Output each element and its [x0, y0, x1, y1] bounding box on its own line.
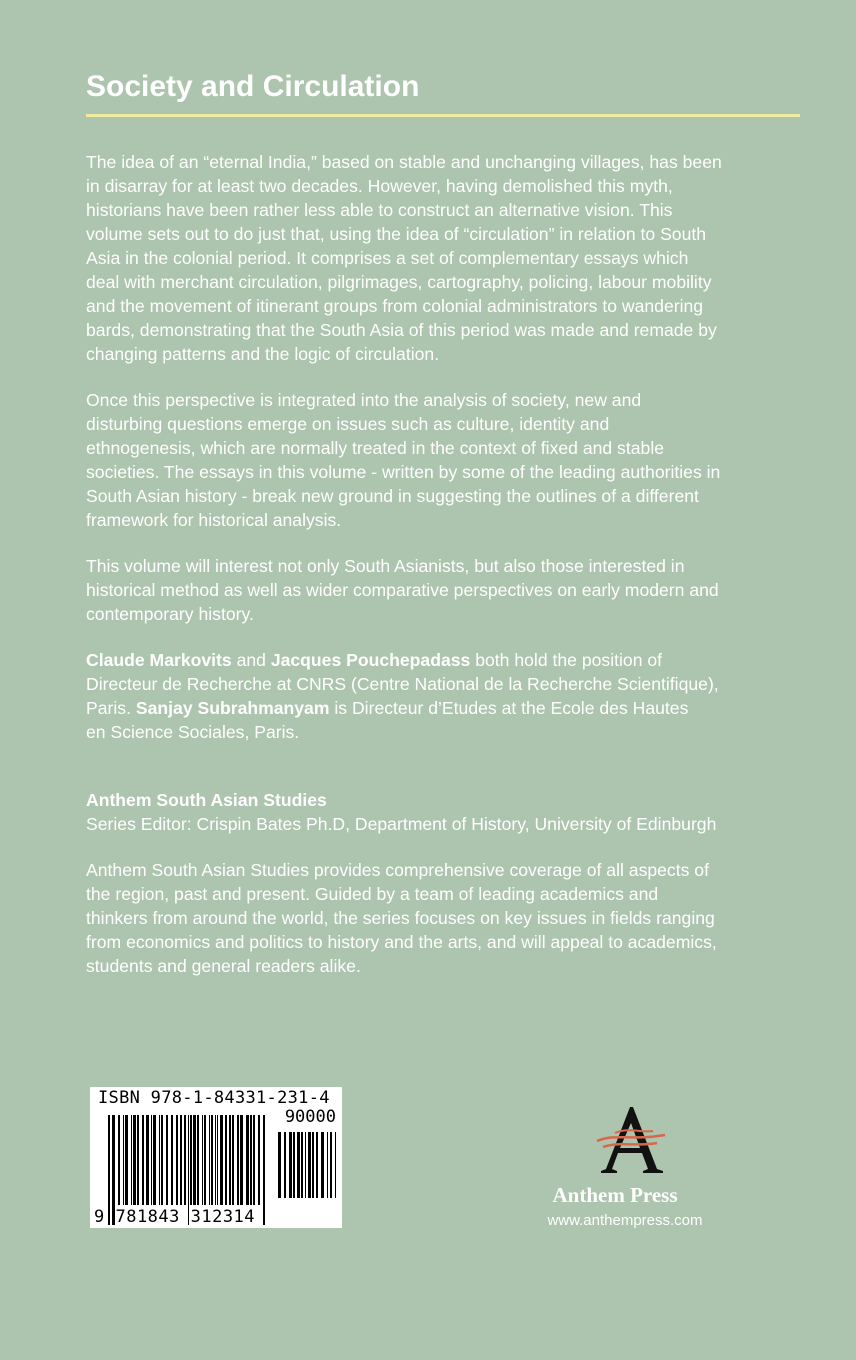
barcode-bar: [229, 1115, 231, 1205]
text-line: contemporary history.: [86, 604, 254, 624]
barcode-bar: [193, 1115, 196, 1205]
anthem-logo-icon: [585, 1105, 675, 1175]
price-addon: 90000: [284, 1107, 336, 1127]
barcode-bar: [180, 1115, 182, 1205]
barcode-bar: [327, 1132, 328, 1198]
text-line: societies. The essays in this volume - written by some of the leading authorities in: [86, 462, 721, 482]
text-line: Directeur de Recherche at CNRS (Centre National de la Recherche Scientifique),: [86, 674, 719, 694]
text-line: disturbing questions emerge on issues such as culture, identity and: [86, 414, 610, 434]
text-line: volume sets out to do just that, using the idea of “circulation” in relation to South: [86, 224, 707, 244]
barcode-bar: [125, 1115, 128, 1205]
barcode-bar: [258, 1115, 260, 1205]
barcode-bar: [305, 1132, 306, 1198]
publisher-name: Anthem Press: [552, 1183, 678, 1207]
text-line: deal with merchant circulation, pilgrimages, cartography, policing, labour mobility: [86, 272, 712, 292]
description-paragraph: [86, 150, 722, 366]
title-underline: [86, 114, 800, 117]
author-name: Claude Markovits: [86, 650, 232, 670]
barcode-bar: [118, 1115, 120, 1205]
text-line: en Science Sociales, Paris.: [86, 722, 300, 742]
text-line: changing patterns and the logic of circulation.: [86, 344, 440, 364]
barcode-bar: [263, 1115, 265, 1225]
barcode-bar: [151, 1115, 152, 1205]
text-line: [86, 696, 719, 720]
barcode-bar: [297, 1132, 300, 1198]
text-line: students and general readers alike.: [86, 956, 361, 976]
barcode-bar: [176, 1115, 178, 1205]
author-name: Sanjay Subrahmanyam: [135, 698, 330, 718]
barcode-bar: [197, 1115, 199, 1205]
barcode-bar: [293, 1132, 295, 1198]
barcode-bar: [335, 1132, 336, 1198]
series-description: [86, 858, 717, 978]
text: is Directeur d’Etudes at the Ecole des Hautes: [329, 698, 689, 718]
text: Paris.: [86, 698, 136, 718]
barcode-bar: [131, 1115, 132, 1205]
barcode-bar: [246, 1115, 249, 1205]
barcode-bar: [171, 1115, 173, 1205]
barcode-bar: [217, 1115, 218, 1205]
barcode-bar: [330, 1132, 332, 1198]
barcode-bar: [202, 1115, 203, 1205]
text-line: This volume will interest not only South Asianists, but also those interested in: [86, 556, 685, 576]
book-title: Society and Circulation: [86, 70, 420, 103]
barcode-bar: [232, 1115, 234, 1205]
text-line: The idea of an “eternal India,” based on stable and unchanging villages, has been: [86, 152, 722, 172]
text-line: ethnogenesis, which are normally treated in the context of fixed and stable: [86, 438, 665, 458]
text-line: from economics and politics to history and the arts, and will appeal to academics,: [86, 932, 717, 952]
text-line: Asia in the colonial period. It comprises a set of complementary essays which: [86, 248, 689, 268]
barcode-bar: [211, 1115, 213, 1205]
text: both hold the position of: [470, 650, 663, 670]
barcode-bar: [166, 1115, 168, 1205]
barcode-bar: [133, 1115, 136, 1205]
text-line: historical method as well as wider comparative perspectives on early modern and: [86, 580, 719, 600]
barcode-bar: [159, 1115, 160, 1205]
barcode-bar: [215, 1115, 216, 1205]
barcode-bar: [289, 1132, 292, 1198]
text: and: [231, 650, 271, 670]
publisher-url: www.anthempress.com: [547, 1212, 703, 1229]
barcode-bar: [250, 1115, 252, 1205]
addon-barcode-bars: [278, 1132, 338, 1218]
barcode-bar: [153, 1115, 156, 1205]
author-name: Jacques Pouchepadass: [270, 650, 471, 670]
barcode-bar: [240, 1115, 243, 1205]
audience-paragraph: [86, 554, 719, 626]
text-line: in disarray for at least two decades. However, having demolished this myth,: [86, 176, 673, 196]
perspective-paragraph: [86, 388, 720, 532]
barcode-bar: [237, 1115, 239, 1205]
barcode-bar: [161, 1115, 163, 1205]
barcode-bar: [209, 1115, 210, 1205]
isbn-barcode: [90, 1087, 342, 1228]
barcode-bar: [146, 1115, 149, 1205]
text-line: and the movement of itinerant groups from colonial administrators to wandering: [86, 296, 704, 316]
barcode-bar: [204, 1115, 206, 1205]
barcode-bar: [225, 1115, 227, 1205]
text-line: thinkers from around the world, the series focuses on key issues in fields ranging: [86, 908, 715, 928]
barcode-bar: [253, 1115, 255, 1205]
isbn-text: ISBN 978-1-84331-231-4: [98, 1088, 330, 1108]
barcode-bar: [308, 1132, 311, 1198]
barcode-bar: [123, 1115, 124, 1205]
barcode-bar: [190, 1115, 192, 1205]
text-line: Once this perspective is integrated into the analysis of society, new and: [86, 390, 642, 410]
barcode-bar: [142, 1115, 144, 1205]
barcode-bar: [184, 1115, 186, 1205]
barcode-bar: [316, 1132, 318, 1198]
series-name: Anthem South Asian Studies: [86, 790, 327, 810]
barcode-bar: [312, 1132, 314, 1198]
series-info: [86, 788, 716, 836]
barcode-bar: [321, 1132, 324, 1198]
text-line: bards, demonstrating that the South Asia of this period was made and remade by: [86, 320, 717, 340]
text-line: framework for historical analysis.: [86, 510, 342, 530]
barcode-bar: [301, 1132, 303, 1198]
barcode-bar: [220, 1115, 223, 1205]
barcode-digits: 9 781843 312314: [94, 1207, 256, 1227]
text-line: the region, past and present. Guided by a team of leading academics and: [86, 884, 659, 904]
text-line: historians have been rather less able to construct an alternative vision. This: [86, 200, 673, 220]
text-line: South Asian history - break new ground in suggesting the outlines of a different: [86, 486, 699, 506]
series-editor: Series Editor: Crispin Bates Ph.D, Department of History, University of Edinburgh: [86, 814, 717, 834]
barcode-bar: [284, 1132, 286, 1198]
text-line: [86, 648, 719, 672]
authors-paragraph: [86, 648, 719, 744]
barcode-bar: [278, 1132, 281, 1198]
barcode-bar: [137, 1115, 139, 1205]
text-line: Anthem South Asian Studies provides comprehensive coverage of all aspects of: [86, 860, 709, 880]
